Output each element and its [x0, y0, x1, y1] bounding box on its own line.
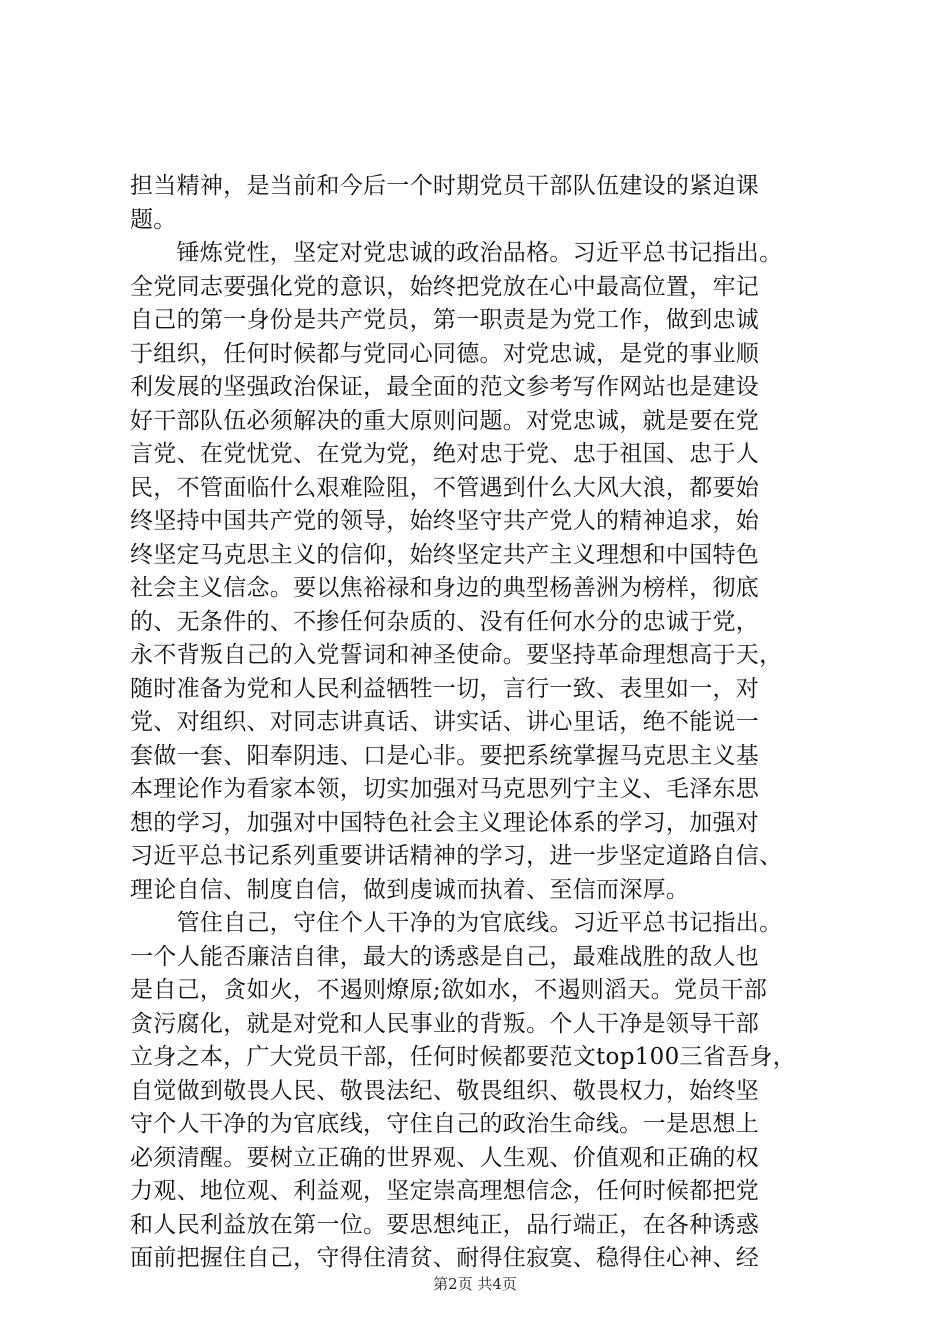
text-line: 题。: [130, 206, 177, 233]
text-line: 随时准备为党和人民利益牺牲一切，言行一致、表里如一，对: [130, 675, 760, 702]
text-line: 自己的第一身份是共产党员，第一职责是为党工作，做到忠诚: [130, 307, 760, 333]
text-line: 终坚定马克思主义的信仰，始终坚定共产主义理想和中国特色: [130, 541, 760, 568]
text-line: 贪污腐化，就是对党和人民事业的背叛。个人干净是领导干部: [130, 1010, 760, 1037]
text-line: 管住自己，守住个人干净的为官底线。习近平总书记指出。: [130, 910, 783, 936]
text-line: 立身之本，广大党员干部，任何时候都要范文top100三省吾身，: [130, 1044, 797, 1070]
page-footer: 第2页 共4页: [433, 1275, 517, 1293]
text-line: 终坚持中国共产党的领导，始终坚守共产党人的精神追求，始: [130, 508, 760, 534]
text-line: 于组织，任何时候都与党同心同德。对党忠诚，是党的事业顺: [130, 340, 760, 367]
text-line: 力观、地位观、利益观，坚定崇高理想信念，任何时候都把党: [130, 1178, 760, 1204]
text-line: 好干部队伍必须解决的重大原则问题。对党忠诚，就是要在党: [130, 407, 760, 434]
text-line: 想的学习，加强对中国特色社会主义理论体系的学习，加强对: [130, 809, 760, 836]
text-line: 社会主义信念。要以焦裕禄和身边的典型杨善洲为榜样，彻底: [130, 575, 760, 601]
text-line: 和人民利益放在第一位。要思想纯正，品行端正，在各种诱惑: [130, 1211, 760, 1238]
text-line: 是自己，贪如火，不遏则燎原;欲如水，不遏则滔天。党员干部: [130, 977, 768, 1003]
text-line: 一个人能否廉洁自律，最大的诱惑是自己，最难战胜的敌人也: [130, 943, 760, 970]
body-text: [130, 170, 830, 1276]
text-line: 锤炼党性，坚定对党忠诚的政治品格。习近平总书记指出。: [130, 240, 783, 266]
text-line: 党、对组织、对同志讲真话、讲实话、讲心里话，绝不能说一: [130, 709, 760, 735]
text-line: 自觉做到敬畏人民、敬畏法纪、敬畏组织、敬畏权力，始终坚: [130, 1077, 760, 1104]
text-line: 利发展的坚强政治保证，最全面的范文参考写作网站也是建设: [130, 374, 760, 400]
text-line: 面前把握住自己，守得住清贫、耐得住寂寞、稳得住心神、经: [130, 1245, 760, 1271]
text-line: 民，不管面临什么艰难险阻，不管遇到什么大风大浪，都要始: [130, 474, 760, 501]
text-line: 永不背叛自己的入党誓词和神圣使命。要坚持革命理想高于天，: [130, 642, 783, 668]
text-line: 守个人干净的为官底线，守住自己的政治生命线。一是思想上: [130, 1111, 760, 1137]
text-line: 套做一套、阳奉阴违、口是心非。要把系统掌握马克思主义基: [130, 742, 760, 769]
text-line: 的、无条件的、不掺任何杂质的、没有任何水分的忠诚于党，: [130, 608, 760, 635]
text-line: 言党、在党忧党、在党为党，绝对忠于党、忠于祖国、忠于人: [130, 441, 760, 467]
text-line: 习近平总书记系列重要讲话精神的学习，进一步坚定道路自信、: [130, 843, 783, 869]
text-line: 必须清醒。要树立正确的世界观、人生观、价值观和正确的权: [130, 1144, 760, 1171]
text-line: 本理论作为看家本领，切实加强对马克思列宁主义、毛泽东思: [130, 776, 760, 802]
text-line: 担当精神，是当前和今后一个时期党员干部队伍建设的紧迫课: [130, 173, 760, 199]
text-line: 理论自信、制度自信，做到虔诚而执着、至信而深厚。: [130, 876, 690, 903]
text-line: 全党同志要强化党的意识，始终把党放在心中最高位置，牢记: [130, 273, 760, 300]
